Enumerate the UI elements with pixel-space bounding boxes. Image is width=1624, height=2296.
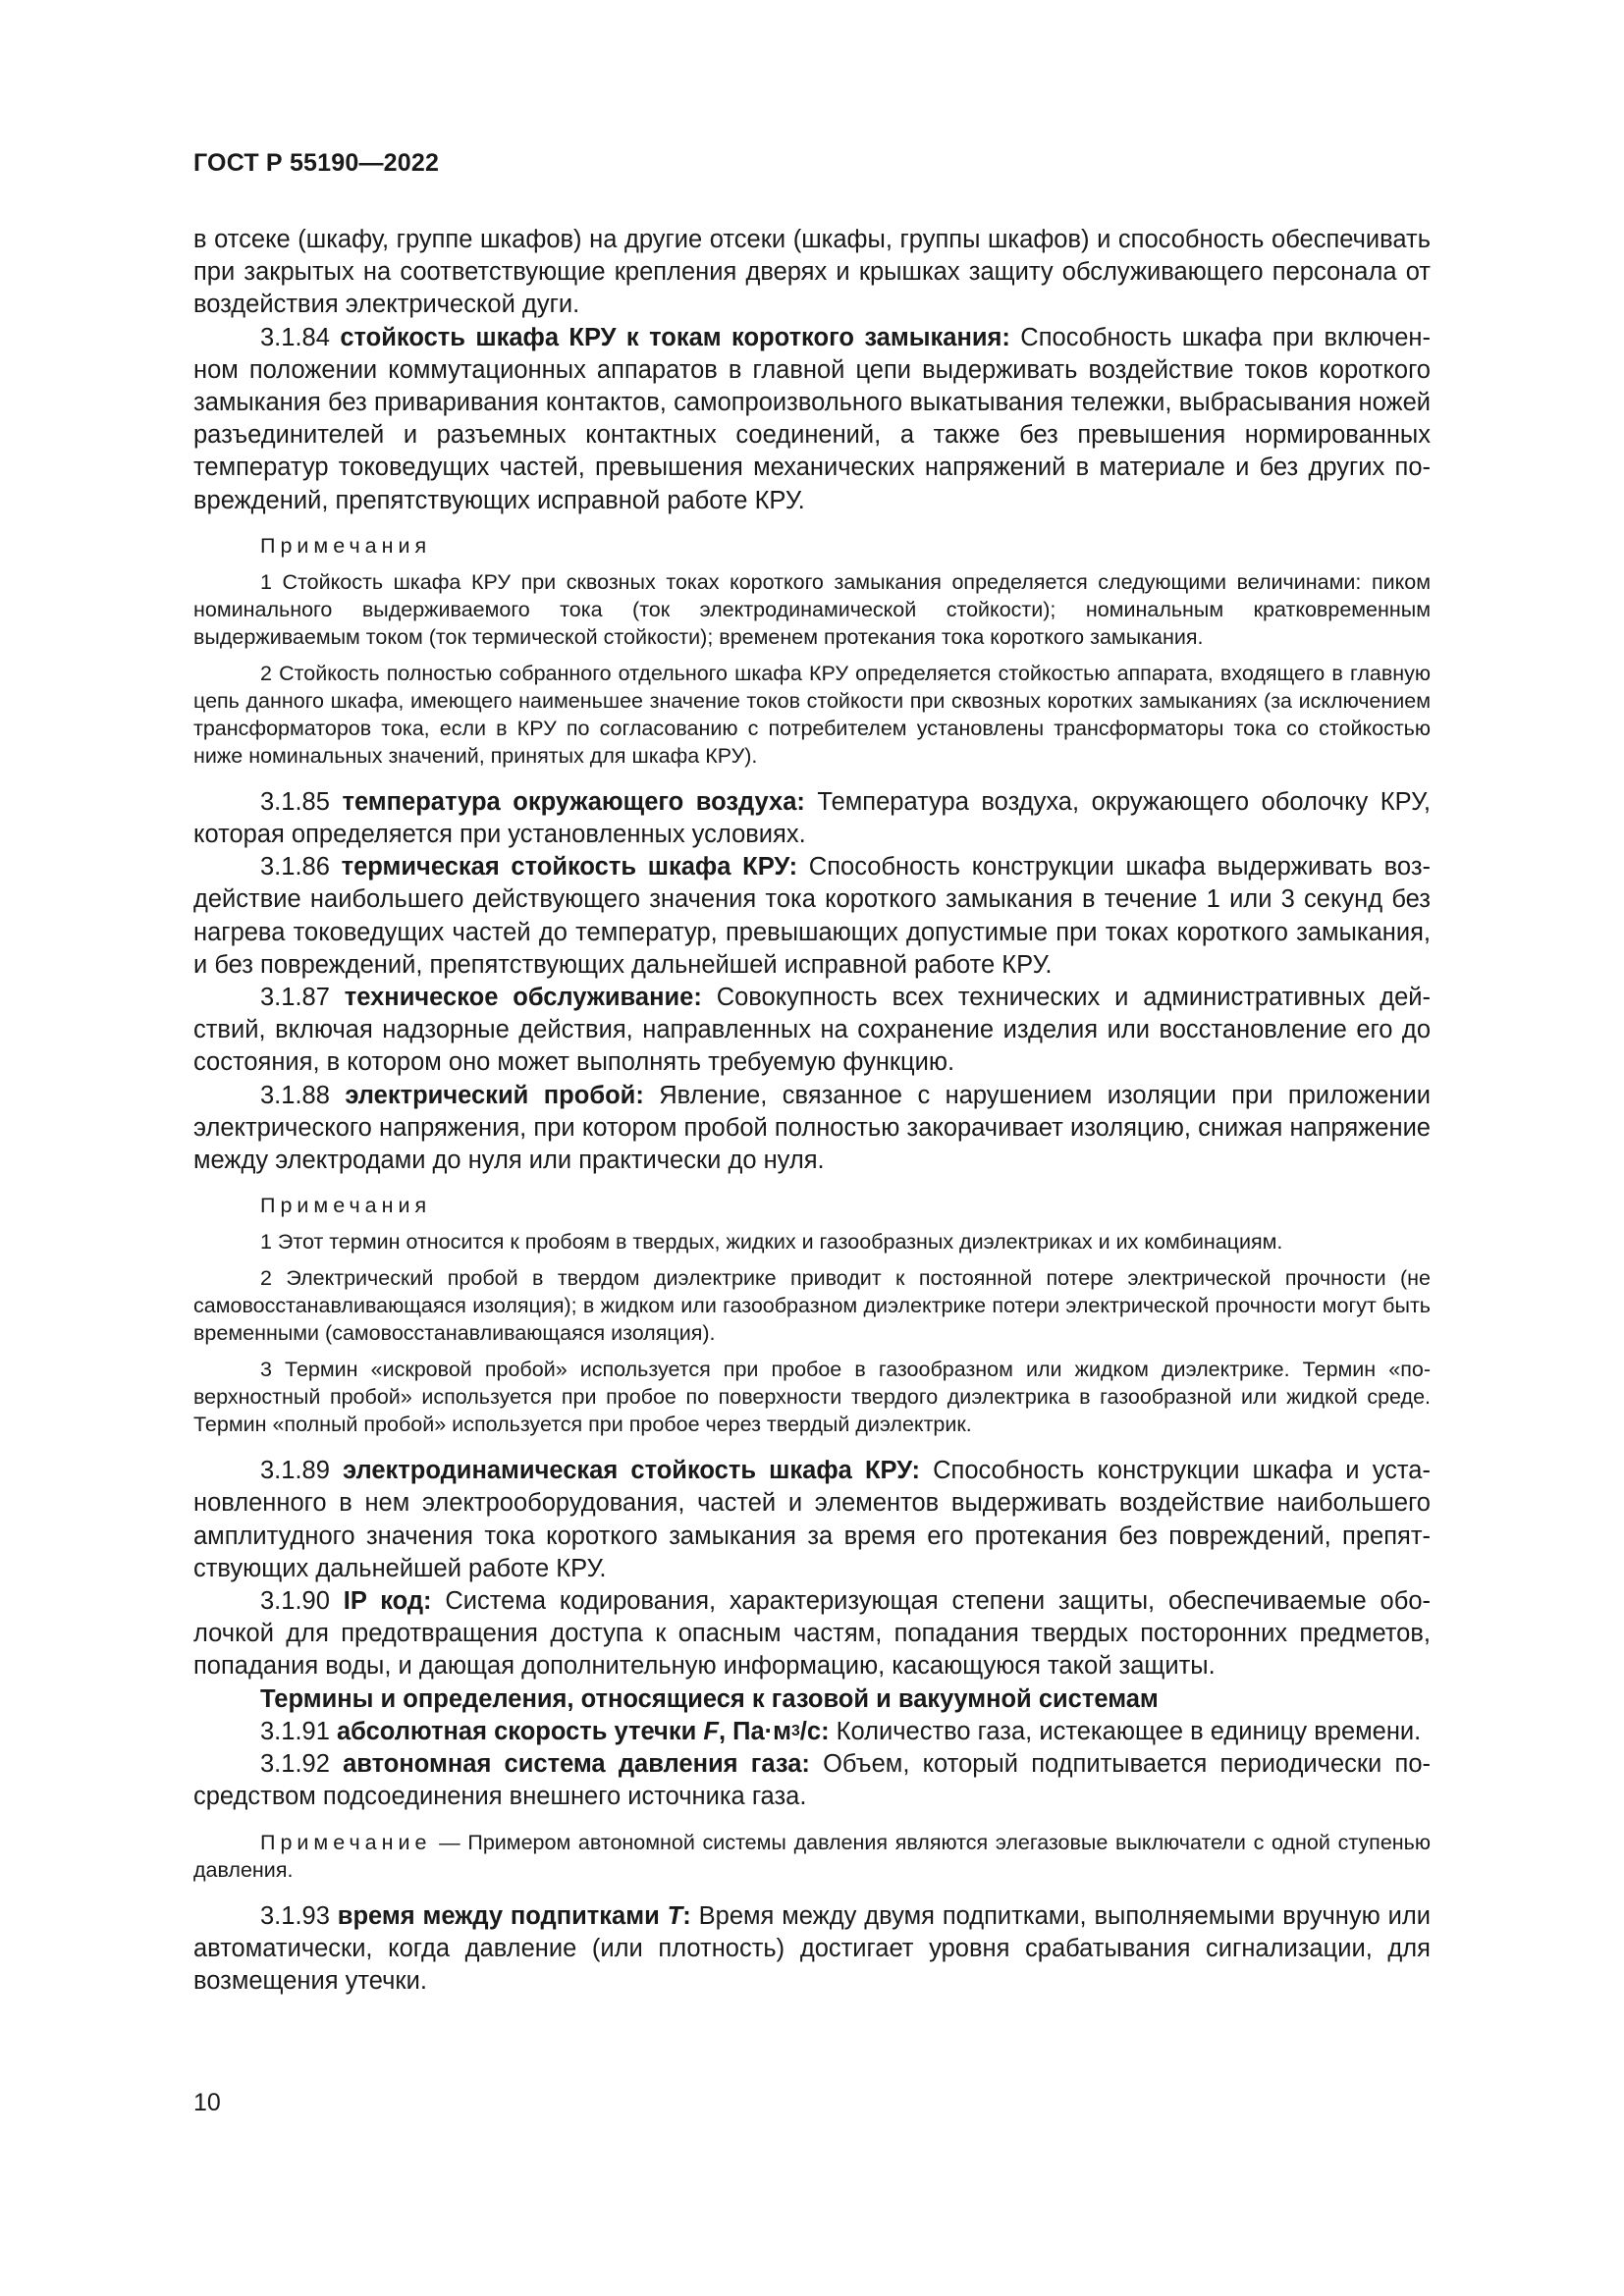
term-3-1-85 (193, 786, 1431, 851)
term-3-1-92 (193, 1748, 1431, 1813)
term-number: 3.1.87 (260, 984, 345, 1012)
term-name: электрический пробой: (345, 1081, 644, 1109)
term-number: 3.1.90 (260, 1587, 344, 1616)
term-number: 3.1.86 (260, 853, 342, 881)
term-definition: Способность шкафа при включенном положении коммутационных аппаратов в главной цепи выдерживать воздействие токов короткого замыкания без приваривания контактов, самопроизвольного выкатывания тележки, выбрасывания ножей разъединителей и разъемных контактных соединений, а также без превышения нормированных температур токоведущих частей, превышения механических напряжений в материале и без других повреждений, препятствующих исправной работе КРУ. (193, 323, 1431, 514)
term-number: 3.1.89 (260, 1457, 344, 1485)
term-3-1-88 (193, 1080, 1431, 1178)
term-3-1-90 (193, 1585, 1431, 1683)
term-number: 3.1.91 (260, 1717, 337, 1745)
term-3-1-91 (193, 1716, 1431, 1748)
term-definition: Температура воздуха, окружающего оболочку КРУ, которая определяется при установленных условиях. (193, 787, 1431, 849)
intro-paragraph: в отсеке (шкафу, группе шкафов) на другие отсеки (шкафы, группы шкафов) и способность обеспечивать при закрытых на соответствующие крепления дверях и крышках защиту обслуживающего персонала от воздействия электрической дуги. (193, 226, 1431, 319)
term-definition: Объем, который подпитывается периодически посредством подсоединения внешнего источника газа. (193, 1750, 1431, 1811)
term-name: время между подпитками T: (337, 1901, 691, 1930)
term-name: абсолютная скорость утечки F, $Па\cdot м^3/с$: (336, 1717, 830, 1745)
term-number: 3.1.92 (260, 1750, 344, 1779)
term-number: 3.1.84 (260, 323, 341, 351)
term-name: термическая стойкость шкафа КРУ: (341, 853, 798, 881)
term-number: 3.1.93 (260, 1901, 338, 1930)
term-definition: Явление, связанное с нарушением изоляции при приложении электрического напряжения, при котором пробой полностью закорачивает изоляцию, снижая напряжение между электродами до нуля или практически до нуля. (193, 1081, 1432, 1175)
term-definition: Количество газа, истекающее в единицу времени. (829, 1717, 1422, 1745)
note-item: 1 Стойкость шкафа КРУ при сквозных токах короткого замыкания определяется следующими величинами: пиком номинального выдерживаемого тока (ток электродинамической стойкости); номинальным кратковременным выдерживаемым током (ток термической стойкости); временем протекания тока короткого замыкания. (193, 569, 1431, 649)
term-3-1-86 (193, 851, 1431, 982)
note-item: 2 Стойкость полностью собранного отдельного шкафа КРУ определяется стойкостью аппарата, входящего в главную цепь данного шкафа, имеющего наименьшее значение токов стойкости при сквозных коротких замыканиях (за исключением трансформаторов тока, если в КРУ по согласованию с потребителем установлены трансформаторы тока со стойкостью ниже номинальных значений, принятых для шкафа КРУ). (193, 661, 1431, 768)
term-3-1-93 (193, 1900, 1431, 1999)
notes-heading: Примечания (260, 533, 432, 558)
note-text: — Примером автономной системы давления являются элегазовые выключатели с одной ступенью давления. (193, 1830, 1431, 1882)
term-name: техническое обслуживание: (344, 984, 702, 1012)
note-item: 1 Этот термин относится к пробоям в твердых, жидких и газообразных диэлектриках и их комбинациям. (260, 1230, 1283, 1255)
term-3-1-87 (193, 982, 1431, 1080)
term-name: автономная система давления газа: (343, 1750, 810, 1779)
standard-designation: ГОСТ Р 55190—2022 (193, 149, 440, 177)
term-definition: Совокупность всех технических и административных действий, включая надзорные действия, направленных на сохранение изделия или восстановление его до состояния, в котором оно может выполнять требуемую функцию. (193, 984, 1431, 1077)
notes-heading: Примечания (260, 1194, 432, 1218)
section-heading: Термины и определения, относящиеся к газовой и вакуумной системам (260, 1684, 1159, 1713)
term-definition: Время между двумя подпитками, выполняемыми вручную или автоматически, когда давление (или плотность) достигает уровня срабатывания сигнализации, для возмещения утечки. (193, 1901, 1431, 1995)
document-body (193, 224, 1431, 1998)
page-number: 10 (193, 2089, 221, 2116)
term-name: стойкость шкафа КРУ к токам короткого замыкания: (340, 323, 1010, 351)
note-single (193, 1829, 1431, 1884)
term-definition: Система кодирования, характеризующая степени защиты, обеспечиваемые оболочкой для предотвращения доступа к опасным частям, попадания твердых посторонних предметов, попадания воды, и дающая дополнительную информацию, касающуюся такой защиты. (193, 1587, 1432, 1681)
term-definition: Способность конструкции шкафа и установленного в нем электрооборудования, частей и элементов выдерживать воздействие наибольшего амплитудного значения тока короткого замыкания за время его протекания без повреждений, препятствующих дальнейшей работе КРУ. (193, 1457, 1431, 1582)
term-3-1-89 (193, 1455, 1431, 1585)
note-label: Примечание (260, 1830, 432, 1854)
term-definition: Способность конструкции шкафа выдерживать воздействие наибольшего действующего значения тока короткого замыкания в течение 1 или 3 секунд без нагрева токоведущих частей до температур, превышающих допустимые при токах короткого замыкания, и без повреждений, препятствующих дальнейшей исправной работе КРУ. (193, 853, 1432, 979)
term-name: электродинамическая стойкость шкафа КРУ: (343, 1457, 920, 1485)
term-number: 3.1.85 (260, 787, 343, 816)
term-3-1-84 (193, 322, 1431, 517)
note-item: 2 Электрический пробой в твердом диэлектрике приводит к постоянной потере электрической прочности (не самовосстанавливающаяся изоляция); в жидком или газообразном диэлектрике потери электрической прочности могут быть временными (самовосстанавливающаяся изоляция). (193, 1266, 1431, 1346)
term-number: 3.1.88 (260, 1081, 346, 1109)
term-name: IP код: (343, 1587, 432, 1616)
term-name: температура окружающего воздуха: (342, 787, 805, 816)
note-item: 3 Термин «искровой пробой» используется при пробое в газообразном или жидком диэлектрике. Термин «поверхностный пробой» используется при пробое по поверхности твердого диэлектрика в газообразной или жидкой среде. Термин «полный пробой» используется при пробое через твердый диэлектрик. (193, 1358, 1431, 1437)
